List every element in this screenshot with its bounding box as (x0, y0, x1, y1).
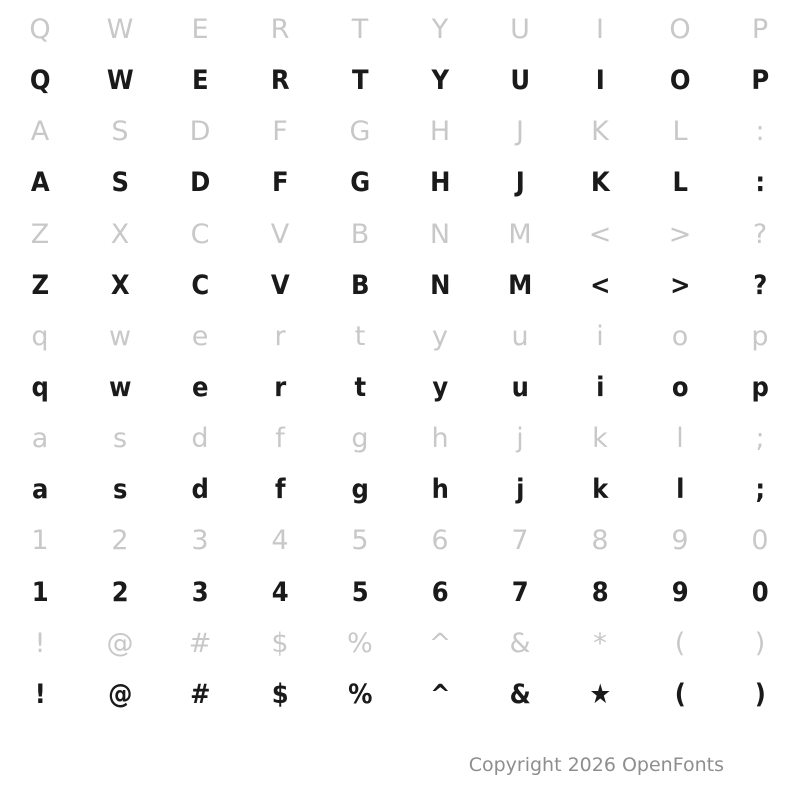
sample-cell: l (676, 423, 684, 455)
sample-cell: L (672, 116, 688, 148)
sample-cell: # (188, 627, 212, 659)
glyph-cell: T (351, 65, 369, 97)
sample-cell: N (429, 218, 451, 250)
glyph-cell: q (31, 372, 49, 404)
glyph-cell: t (354, 372, 366, 404)
glyph-cell: f (274, 474, 286, 506)
sample-cell: K (591, 116, 609, 148)
glyph-cell: 8 (591, 576, 609, 608)
glyph-cell: k (592, 474, 608, 506)
glyph-cell: ^ (430, 678, 450, 710)
glyph-cell: s (113, 474, 127, 506)
glyph-cell: h (431, 474, 449, 506)
glyph-cell: A (30, 167, 50, 199)
glyph-cell: G (350, 167, 370, 199)
glyph-cell: ) (754, 678, 766, 710)
sample-cell: ^ (428, 627, 452, 659)
sample-cell: h (431, 423, 449, 455)
star-icon: ★ (589, 678, 611, 710)
sample-cell: d (191, 423, 209, 455)
sample-row-symbols (0, 618, 800, 669)
glyph-cell: J (515, 167, 525, 199)
sample-cell: M (508, 218, 532, 250)
sample-cell: * (593, 627, 607, 659)
glyph-cell: a (32, 474, 48, 506)
sample-cell: > (668, 218, 692, 250)
sample-cell: R (270, 14, 290, 46)
glyph-row-symbols (0, 669, 800, 720)
glyph-row-lowercase-asdf (0, 464, 800, 515)
sample-row-uppercase-zxcv (0, 209, 800, 260)
glyph-cell: M (508, 269, 532, 301)
glyph-row-digits (0, 567, 800, 618)
sample-cell: 5 (351, 525, 369, 557)
sample-cell: Q (29, 14, 51, 46)
sample-row-uppercase-asdf (0, 106, 800, 157)
copyright-notice: Copyright 2026 OpenFonts (468, 754, 724, 776)
sample-cell: < (588, 218, 612, 250)
sample-cell: Z (30, 218, 50, 250)
sample-cell: a (31, 423, 49, 455)
sample-cell: F (272, 116, 288, 148)
sample-cell: A (30, 116, 50, 148)
sample-cell: 4 (271, 525, 289, 557)
glyph-cell: F (271, 167, 289, 199)
sample-cell: j (516, 423, 524, 455)
glyph-row-uppercase-qwerty (0, 55, 800, 106)
glyph-cell: R (270, 65, 290, 97)
sample-cell: G (349, 116, 371, 148)
glyph-cell: 7 (511, 576, 529, 608)
sample-cell: E (191, 14, 209, 46)
glyph-cell: H (430, 167, 450, 199)
sample-cell: k (592, 423, 608, 455)
glyph-cell: $ (271, 678, 289, 710)
row-pair-lowercase-qwerty (0, 311, 800, 413)
glyph-cell: e (192, 372, 208, 404)
glyph-cell: 1 (31, 576, 49, 608)
glyph-row-lowercase-qwerty (0, 362, 800, 413)
sample-cell: s (112, 423, 128, 455)
sample-cell: 8 (591, 525, 609, 557)
glyph-cell: ( (674, 678, 686, 710)
glyph-cell: > (670, 269, 690, 301)
sample-cell: % (347, 627, 373, 659)
glyph-cell: V (270, 269, 290, 301)
sample-cell: f (275, 423, 285, 455)
glyph-cell: o (671, 372, 689, 404)
glyph-cell: E (191, 65, 209, 97)
glyph-cell: 2 (111, 576, 129, 608)
glyph-cell: Y (431, 65, 449, 97)
sample-cell: y (432, 320, 448, 352)
glyph-cell: # (190, 678, 210, 710)
glyph-cell: S (111, 167, 129, 199)
sample-cell: ; (755, 423, 765, 455)
sample-cell: r (274, 320, 286, 352)
sample-cell: 7 (511, 525, 529, 557)
glyph-cell: I (595, 65, 605, 97)
glyph-cell: w (109, 372, 131, 404)
glyph-cell: j (516, 474, 524, 506)
glyph-cell: K (590, 167, 610, 199)
sample-row-digits (0, 515, 800, 566)
sample-cell: w (108, 320, 132, 352)
glyph-cell: r (274, 372, 286, 404)
glyph-cell: O (669, 65, 691, 97)
glyph-cell: 5 (351, 576, 369, 608)
glyph-cell: ? (753, 269, 767, 301)
sample-cell: @ (106, 627, 134, 659)
sample-cell: P (751, 14, 769, 46)
glyph-cell: u (511, 372, 529, 404)
row-pair-digits (0, 515, 800, 617)
glyph-cell: : (755, 167, 765, 199)
glyph-row-uppercase-asdf (0, 157, 800, 208)
sample-cell: V (270, 218, 290, 250)
sample-cell: S (111, 116, 129, 148)
glyph-cell: & (509, 678, 531, 710)
sample-cell: t (354, 320, 366, 352)
row-pair-symbols (0, 618, 800, 720)
glyph-cell: ! (34, 678, 46, 710)
glyph-cell: 4 (271, 576, 289, 608)
glyph-cell: ; (755, 474, 765, 506)
glyph-cell: d (191, 474, 209, 506)
glyph-cell: p (751, 372, 769, 404)
sample-cell: e (191, 320, 209, 352)
glyph-cell: y (432, 372, 448, 404)
glyph-cell: i (596, 372, 604, 404)
sample-row-uppercase-qwerty (0, 4, 800, 55)
sample-cell: 3 (191, 525, 209, 557)
sample-cell: Y (431, 14, 449, 46)
row-pair-uppercase-asdf (0, 106, 800, 208)
glyph-cell: Z (31, 269, 49, 301)
sample-cell: : (755, 116, 765, 148)
sample-cell: $ (271, 627, 289, 659)
sample-cell: D (189, 116, 211, 148)
sample-cell: 2 (111, 525, 129, 557)
sample-cell: I (596, 14, 604, 46)
sample-cell: O (669, 14, 691, 46)
sample-cell: 0 (751, 525, 769, 557)
sample-cell: B (350, 218, 370, 250)
sample-cell: p (751, 320, 769, 352)
sample-cell: u (511, 320, 529, 352)
glyph-cell: 9 (671, 576, 689, 608)
sample-cell: T (351, 14, 369, 46)
sample-cell: q (31, 320, 49, 352)
sample-row-lowercase-qwerty (0, 311, 800, 362)
row-pair-uppercase-qwerty (0, 4, 800, 106)
sample-cell: X (110, 218, 130, 250)
sample-cell: g (351, 423, 369, 455)
glyph-cell: C (191, 269, 209, 301)
sample-cell: C (190, 218, 210, 250)
sample-cell: H (429, 116, 451, 148)
sample-cell: ! (34, 627, 46, 659)
sample-cell: ? (752, 218, 768, 250)
sample-cell: ) (754, 627, 766, 659)
glyph-cell: P (751, 65, 769, 97)
sample-row-lowercase-asdf (0, 413, 800, 464)
sample-cell: 1 (31, 525, 49, 557)
glyph-cell: 3 (191, 576, 209, 608)
glyph-cell: g (351, 474, 369, 506)
sample-cell: i (596, 320, 604, 352)
glyph-cell: N (430, 269, 450, 301)
row-pair-uppercase-zxcv (0, 209, 800, 311)
glyph-cell: 0 (751, 576, 769, 608)
glyph-row-uppercase-zxcv (0, 260, 800, 311)
glyph-cell: D (190, 167, 210, 199)
row-pair-lowercase-asdf (0, 413, 800, 515)
glyph-cell: U (510, 65, 530, 97)
sample-cell: J (516, 116, 524, 148)
glyph-cell: % (348, 678, 372, 710)
glyph-cell: B (350, 269, 369, 301)
glyph-cell: l (676, 474, 684, 506)
sample-cell: 9 (671, 525, 689, 557)
sample-cell: W (106, 14, 134, 46)
glyph-cell: L (672, 167, 688, 199)
sample-cell: U (510, 14, 530, 46)
glyph-cell: X (110, 269, 130, 301)
glyph-cell: Q (29, 65, 51, 97)
glyph-cell: 6 (431, 576, 449, 608)
sample-cell: 6 (431, 525, 449, 557)
sample-cell: & (509, 627, 531, 659)
sample-cell: o (671, 320, 689, 352)
glyph-cell: @ (108, 678, 132, 710)
sample-cell: ( (674, 627, 686, 659)
glyph-cell: < (590, 269, 610, 301)
glyph-cell: W (106, 65, 134, 97)
